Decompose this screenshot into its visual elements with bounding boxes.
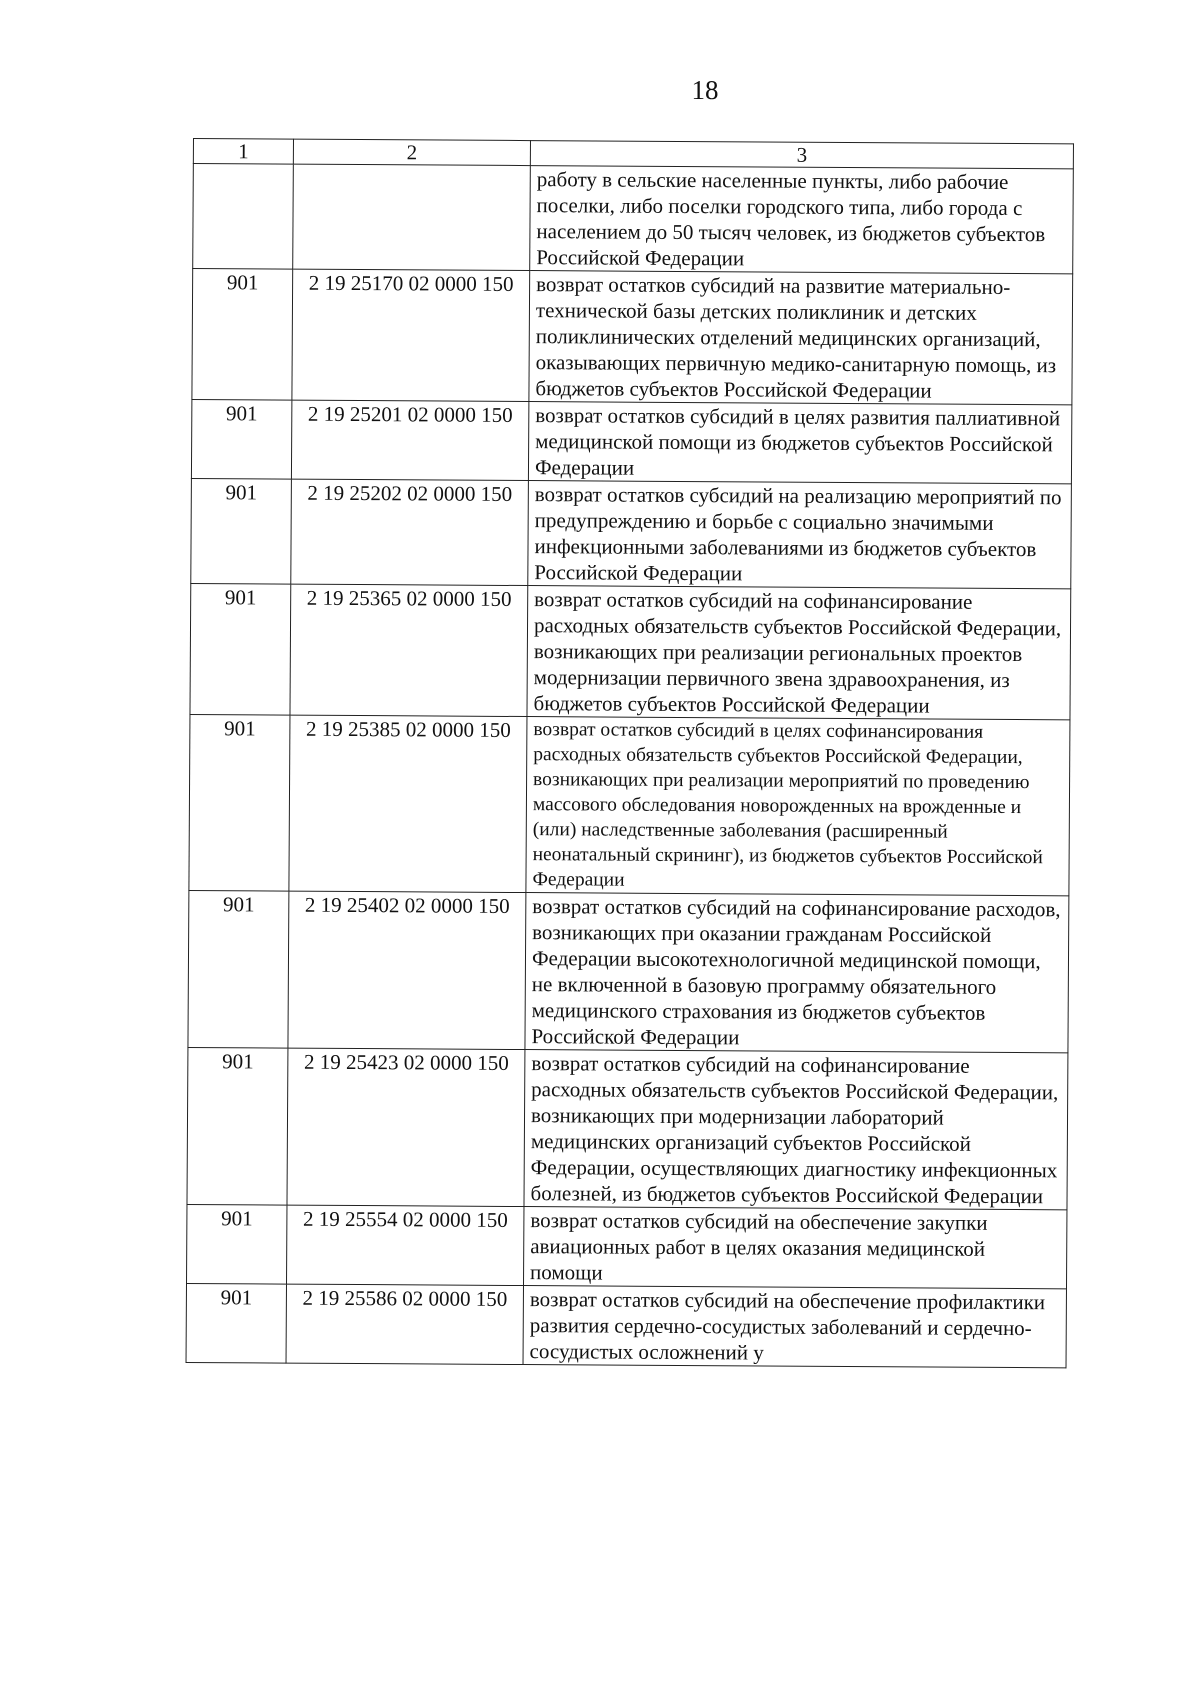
budget-code-cell: 2 19 25365 02 0000 150	[290, 584, 528, 716]
budget-code-cell: 2 19 25170 02 0000 150	[292, 269, 530, 401]
admin-code-cell: 901	[187, 1204, 287, 1284]
admin-code-cell: 901	[186, 1283, 286, 1363]
table-row	[187, 1204, 1067, 1288]
admin-code-cell: 901	[187, 1047, 288, 1205]
table-row	[188, 890, 1069, 1052]
description-cell: возврат остатков субсидий на обеспечение закупки авиационных работ в целях оказания медицинской помощи	[523, 1207, 1066, 1289]
admin-code-cell: 901	[190, 583, 291, 715]
table-row	[192, 269, 1073, 405]
table-row	[191, 399, 1071, 483]
table-row	[189, 714, 1070, 895]
table-row	[190, 583, 1071, 719]
description-cell: возврат остатков субсидий в целях развития паллиативной медицинской помощи из бюджетов субъектов Российской Федерации	[528, 402, 1071, 484]
description-cell: возврат остатков субсидий на развитие материально-технической базы детских поликлиник и детских поликлинических отделений медицинских организаций, оказывающих первичную медико-санитарную помощь, из бюджетов субъектов Российской Федерации	[529, 271, 1073, 405]
admin-code-cell: 901	[188, 890, 289, 1048]
table-row	[186, 1283, 1066, 1367]
revenue-codes-table	[186, 138, 1074, 1368]
description-cell: возврат остатков субсидий на софинансирование расходов, возникающих при оказании гражданам Российской Федерации высокотехнологичной медицинской помощи, не включенной в базовую программу обязательного медицинского страхования из бюджетов субъектов Российской Федерации	[525, 893, 1069, 1053]
budget-code-cell: 2 19 25385 02 0000 150	[289, 715, 527, 892]
description-cell: возврат остатков субсидий на софинансирование расходных обязательств субъектов Российской Федерации, возникающих при реализации региональных проектов модернизации первичного звена здравоохранения, из бюджетов субъектов Российской Федерации	[527, 586, 1071, 720]
table-row	[187, 1047, 1068, 1209]
description-cell: возврат остатков субсидий на обеспечение профилактики развития сердечно-сосудистых заболеваний и сердечно-сосудистых осложнений у	[523, 1286, 1066, 1368]
admin-code-cell: 901	[189, 714, 290, 891]
budget-code-cell	[293, 164, 531, 270]
description-cell: работу в сельские населенные пункты, либо рабочие поселки, либо поселки городского типа, либо города с населением до 50 тысяч человек, из бюджетов субъектов Российской Федерации	[530, 166, 1074, 274]
header-col-3: 3	[530, 141, 1073, 169]
budget-code-cell: 2 19 25402 02 0000 150	[288, 891, 526, 1049]
table-row	[193, 164, 1074, 274]
table-body	[186, 164, 1073, 1368]
description-cell: возврат остатков субсидий на софинансирование расходных обязательств субъектов Российской Федерации, возникающих при модернизации лабораторий медицинских организаций субъектов Российской Федерации, осуществляющих диагностику инфекционных болезней, из бюджетов субъектов Российской Федерации	[524, 1050, 1068, 1210]
budget-code-cell: 2 19 25423 02 0000 150	[287, 1048, 525, 1206]
budget-code-cell: 2 19 25202 02 0000 150	[291, 479, 529, 585]
admin-code-cell: 901	[191, 399, 291, 479]
description-cell: возврат остатков субсидий на реализацию мероприятий по предупреждению и борьбе с социально значимыми инфекционными заболеваниями из бюджетов субъектов Российской Федерации	[528, 481, 1072, 589]
table-row	[191, 478, 1072, 588]
budget-code-cell: 2 19 25554 02 0000 150	[287, 1205, 524, 1285]
admin-code-cell: 901	[191, 478, 292, 584]
budget-code-cell: 2 19 25586 02 0000 150	[286, 1284, 523, 1364]
description-cell: возврат остатков субсидий в целях софинансирования расходных обязательств субъектов Российской Федерации, возникающих при реализации мероприятий по проведению массового обследования новорожденных на врожденные и (или) наследственные заболевания (расширенный неонатальный скрининг), из бюджетов субъектов Российской Федерации	[526, 717, 1070, 896]
page-number: 18	[691, 75, 719, 105]
budget-code-cell: 2 19 25201 02 0000 150	[291, 400, 528, 480]
admin-code-cell: 901	[192, 269, 293, 401]
header-col-2: 2	[293, 139, 530, 165]
admin-code-cell	[193, 164, 294, 270]
header-col-1: 1	[193, 139, 293, 165]
